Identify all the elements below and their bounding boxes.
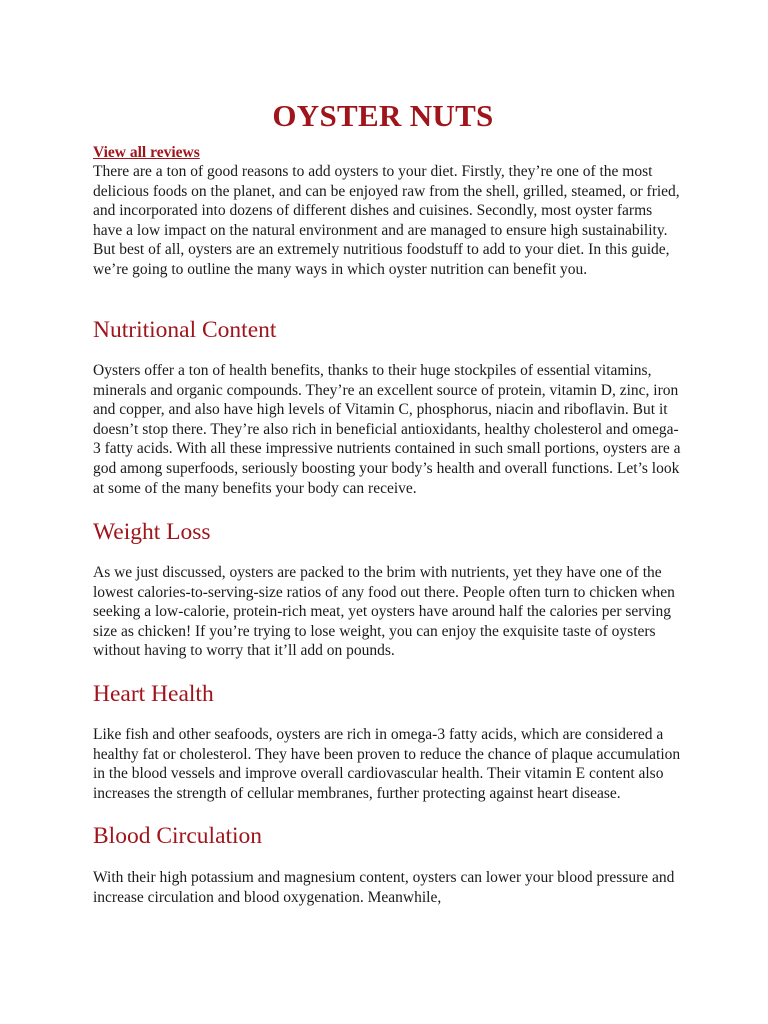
section-body-weight-loss: As we just discussed, oysters are packed to the brim with nutrients, yet they have one of the lowest calories-to-serving-size ratios of any food out there. People often turn to chicken when seeking a low-calorie, protein-rich meat, yet oysters have around half the calories per serving size as chicken! If you’re trying to lose weight, you can enjoy the exquisite taste of oysters without having to worry that it’ll add on pounds.	[93, 564, 675, 660]
intro-paragraph: There are a ton of good reasons to add oysters to your diet. Firstly, they’re one of the most delicious foods on the planet, and can be enjoyed raw from the shell, grilled, steamed, or fried, and incorporated into dozens of different dishes and cuisines. Secondly, most oyster farms have a low impact on the natural environment and are managed to ensure high sustainability. But best of all, oysters are an extremely nutritious foodstuff to add to your diet. In this guide, we’re going to outline the many ways in which oyster nutrition can benefit you.	[93, 163, 680, 278]
section-body-blood-circulation: With their high potassium and magnesium content, oysters can lower your blood pressure and increase circulation and blood oxygenation. Meanwhile,	[93, 869, 675, 906]
view-all-reviews-link[interactable]: View all reviews	[93, 144, 200, 161]
section-body-heart-health: Like fish and other seafoods, oysters are rich in omega-3 fatty acids, which are considered a healthy fat or cholesterol. They have been proven to reduce the chance of plaque accumulation in the blood vessels and improve overall cardiovascular health. Their vitamin E content also increases the strength of cellular membranes, further protecting against heart disease.	[93, 726, 681, 802]
section-heading-blood-circulation: Blood Circulation	[93, 823, 263, 849]
document-title: OYSTER NUTS	[272, 98, 494, 133]
section-heading-weight-loss: Weight Loss	[93, 519, 211, 545]
section-heading-nutritional-content: Nutritional Content	[93, 317, 277, 343]
section-body-nutritional-content: Oysters offer a ton of health benefits, thanks to their huge stockpiles of essential vitamins, minerals and organic compounds. They’re an excellent source of protein, vitamin D, zinc, iron and copper, and also have high levels of Vitamin C, phosphorus, niacin and riboflavin. But it doesn’t stop there. They’re also rich in beneficial antioxidants, healthy cholesterol and omega-3 fatty acids. With all these impressive nutrients contained in such small portions, oysters are a god among superfoods, seriously boosting your body’s health and overall functions. Let’s look at some of the many benefits your body can receive.	[93, 362, 681, 497]
section-heading-heart-health: Heart Health	[93, 681, 214, 707]
